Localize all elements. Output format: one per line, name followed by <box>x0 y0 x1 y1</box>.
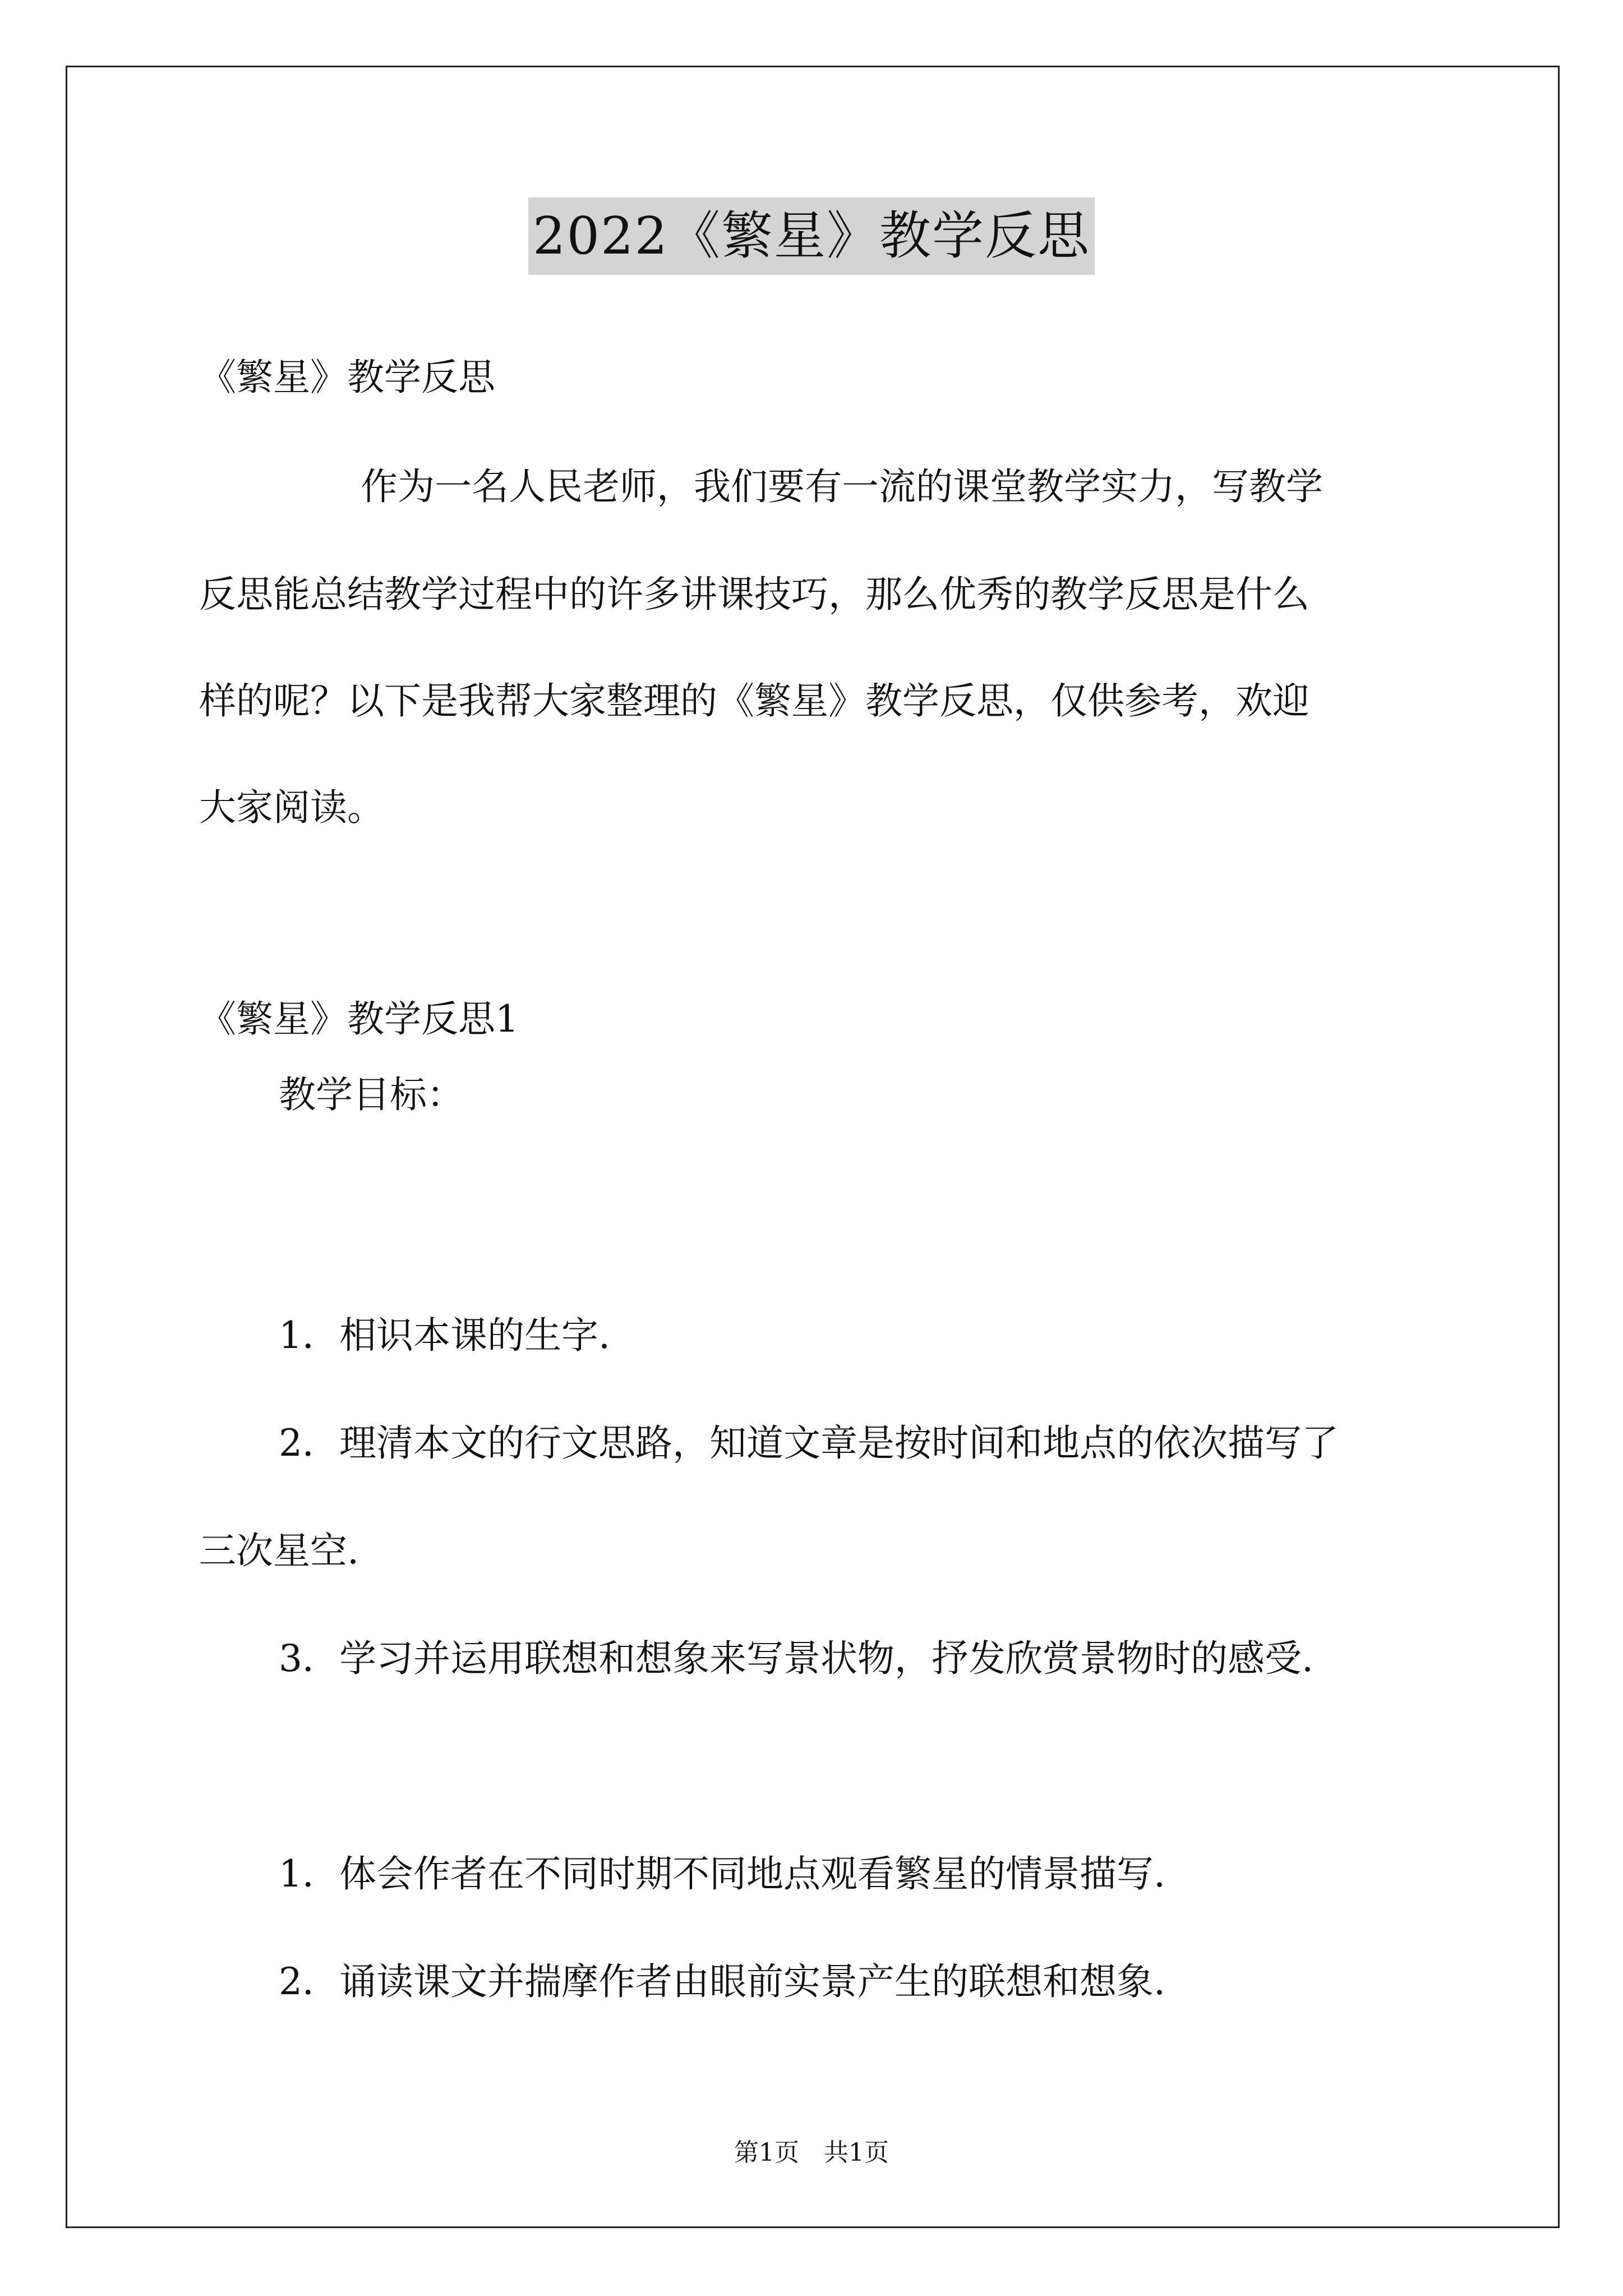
intro-line-3: 样的呢？以下是我帮大家整理的《繁星》教学反思，仅供参考，欢迎 <box>199 679 1310 723</box>
subtitle: 《繁星》教学反思 <box>199 356 495 399</box>
title-container <box>0 197 1623 275</box>
goal-item-3: 3．学习并运用联想和想象来写景状物，抒发欣赏景物时的感受. <box>279 1637 1313 1680</box>
focus-item-2: 2．诵读课文并揣摩作者由眼前实景产生的联想和想象. <box>279 1960 1165 2003</box>
goals-heading: 教学目标： <box>279 1073 464 1116</box>
goal-item-2-line-2: 三次星空. <box>199 1529 359 1572</box>
goal-item-1: 1．相识本课的生字. <box>279 1314 610 1357</box>
document-title: 2022《繁星》教学反思 <box>528 197 1095 275</box>
section-heading: 《繁星》教学反思1 <box>199 997 519 1041</box>
focus-item-1: 1．体会作者在不同时期不同地点观看繁星的情景描写. <box>279 1852 1165 1895</box>
intro-line-2: 反思能总结教学过程中的许多讲课技巧，那么优秀的教学反思是什么 <box>199 573 1310 616</box>
page-footer: 第1页 共1页 <box>734 2138 889 2167</box>
intro-line-1: 作为一名人民老师，我们要有一流的课堂教学实力，写教学 <box>361 465 1323 508</box>
intro-line-4: 大家阅读。 <box>199 786 384 829</box>
goal-item-2-line-1: 2．理清本文的行文思路，知道文章是按时间和地点的依次描写了 <box>279 1421 1339 1465</box>
